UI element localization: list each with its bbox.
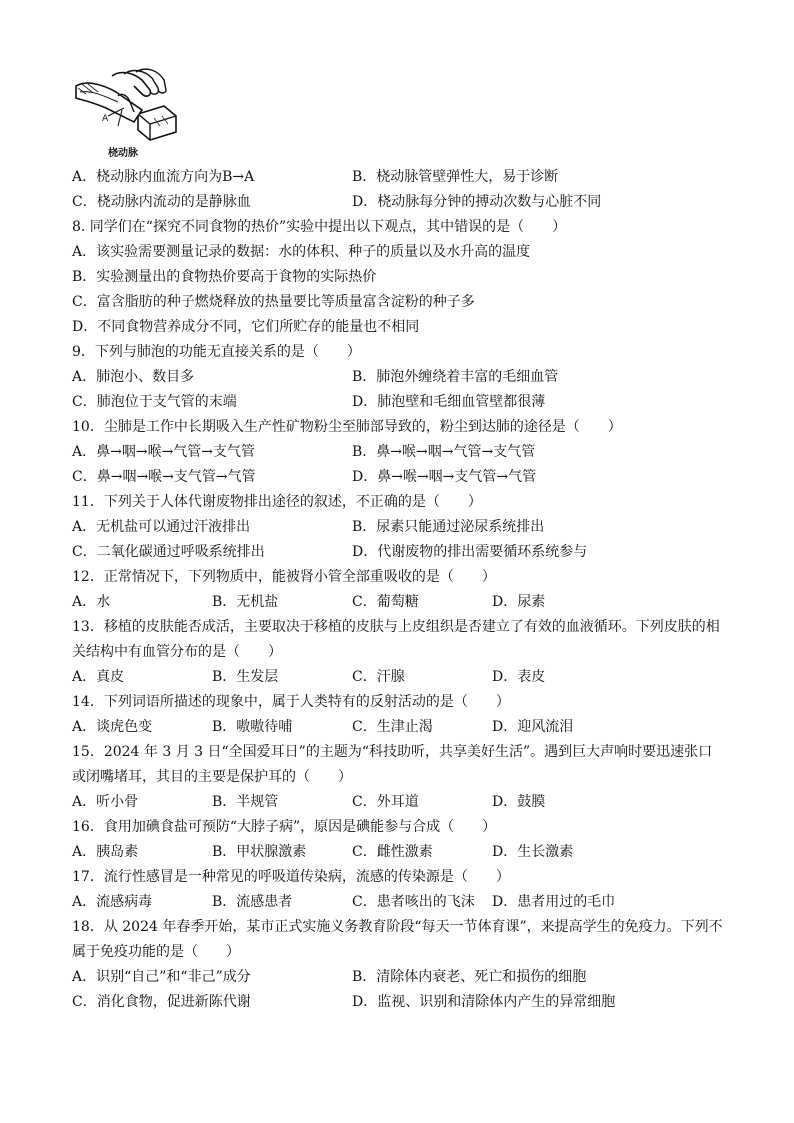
q16-option-d: D．生长激素 xyxy=(492,844,574,860)
q8-stem: 8. 同学们在“探究不同食物的热价”实验中提出以下观点，其中错误的是（ ） xyxy=(72,219,567,235)
q17-option-c: C．患者咳出的飞沫 xyxy=(352,894,475,910)
q9-stem: 9．下列与肺泡的功能无直接关系的是（ ） xyxy=(72,344,361,360)
q12-option-c: C．葡萄糖 xyxy=(352,594,419,610)
q15-option-c: C．外耳道 xyxy=(352,794,419,810)
q12-stem: 12．正常情况下，下列物质中，能被肾小管全部重吸收的是（ ） xyxy=(72,569,496,585)
q13-option-a: A．真皮 xyxy=(72,669,125,685)
q13-stem-line1: 13．移植的皮肤能否成活，主要取决于移植的皮肤与上皮组织是否建立了有效的血液循环。下列皮肤的相 xyxy=(72,619,720,635)
q7-option-d: D．桡动脉每分钟的搏动次数与心脏不同 xyxy=(352,194,602,210)
q15-option-a: A．听小骨 xyxy=(72,794,139,810)
q13-option-b: B．生发层 xyxy=(212,669,279,685)
q9-option-c: C．肺泡位于支气管的末端 xyxy=(72,394,237,410)
q15-option-b: B．半规管 xyxy=(212,794,279,810)
q9-option-b: B．肺泡外缠绕着丰富的毛细血管 xyxy=(352,369,559,385)
q15-stem-line2: 或闭嘴堵耳，其目的主要是保护耳的（ ） xyxy=(72,769,352,785)
q13-option-c: C．汗腺 xyxy=(352,669,405,685)
q7-option-b: B．桡动脉管壁弹性大，易于诊断 xyxy=(352,169,559,185)
q16-stem: 16．食用加碘食盐可预防“大脖子病”，原因是碘能参与合成（ ） xyxy=(72,819,497,835)
q10-stem: 10．尘肺是工作中长期吸入生产性矿物粉尘至肺部导致的，粉尘到达肺的途径是（ ） xyxy=(72,419,622,435)
q18-stem-line2: 属于免疫功能的是（ ） xyxy=(72,944,240,960)
q10-option-c: C．鼻→咽→喉→支气管→气管 xyxy=(72,469,256,485)
q18-stem-line1: 18．从 2024 年春季开始，某市正式实施义务教育阶段“每天一节体育课”，来提高学生的免疫力。下列不 xyxy=(72,919,723,935)
q10-option-d: D．鼻→喉→咽→支气管→气管 xyxy=(352,469,537,485)
q18-option-c: C．消化食物，促进新陈代谢 xyxy=(72,994,251,1010)
q18-option-a: A．识别“自己”和“非己”成分 xyxy=(72,969,251,985)
radial-artery-figure xyxy=(72,66,182,158)
q9-option-a: A．肺泡小、数目多 xyxy=(72,369,195,385)
q16-option-a: A．胰岛素 xyxy=(72,844,139,860)
q17-option-b: B．流感患者 xyxy=(212,894,293,910)
q13-option-d: D．表皮 xyxy=(492,669,546,685)
q10-option-a: A．鼻→咽→喉→气管→支气管 xyxy=(72,444,256,460)
figure-caption: 桡动脉 xyxy=(108,148,138,159)
q13-stem-line2: 关结构中有血管分布的是（ ） xyxy=(72,644,282,660)
q8-option-b: B．实验测量出的食物热价要高于食物的实际热价 xyxy=(72,269,377,285)
q12-option-a: A．水 xyxy=(72,594,111,610)
q17-option-a: A．流感病毒 xyxy=(72,894,153,910)
q7-option-a: A．桡动脉内血流方向为B→A xyxy=(72,169,255,185)
q8-option-d: D．不同食物营养成分不同，它们所贮存的能量也不相同 xyxy=(72,319,420,335)
q16-option-c: C．雌性激素 xyxy=(352,844,433,860)
q16-option-b: B．甲状腺激素 xyxy=(212,844,307,860)
q11-option-b: B．尿素只能通过泌尿系统排出 xyxy=(352,519,545,535)
q11-option-c: C．二氧化碳通过呼吸系统排出 xyxy=(72,544,265,560)
q11-option-a: A．无机盐可以通过汗液排出 xyxy=(72,519,251,535)
q14-option-a: A．谈虎色变 xyxy=(72,719,153,735)
q14-option-b: B．嗷嗷待哺 xyxy=(212,719,293,735)
q15-option-d: D．鼓膜 xyxy=(492,794,546,810)
q15-stem-line1: 15．2024 年 3 月 3 日“全国爱耳日”的主题为“科技助听，共享美好生活”。遇到巨大声响时要迅速张口 xyxy=(72,744,713,760)
q10-option-b: B．鼻→喉→咽→气管→支气管 xyxy=(352,444,536,460)
q17-option-d: D．患者用过的毛巾 xyxy=(492,894,616,910)
q14-option-c: C．生津止渴 xyxy=(352,719,433,735)
q17-stem: 17．流行性感冒是一种常见的呼吸道传染病，流感的传染源是（ ） xyxy=(72,869,510,885)
q9-option-d: D．肺泡壁和毛细血管壁都很薄 xyxy=(352,394,546,410)
q11-option-d: D．代谢废物的排出需要循环系统参与 xyxy=(352,544,588,560)
q12-option-b: B．无机盐 xyxy=(212,594,279,610)
figure-label-a: A xyxy=(102,114,109,124)
q11-stem: 11．下列关于人体代谢废物排出途径的叙述，不正确的是（ ） xyxy=(72,494,482,510)
q12-option-d: D．尿素 xyxy=(492,594,546,610)
q14-stem: 14．下列词语所描述的现象中，属于人类特有的反射活动的是（ ） xyxy=(72,694,510,710)
q14-option-d: D．迎风流泪 xyxy=(492,719,574,735)
q7-option-c: C．桡动脉内流动的是静脉血 xyxy=(72,194,251,210)
q18-option-b: B．清除体内衰老、死亡和损伤的细胞 xyxy=(352,969,587,985)
q8-option-c: C．富含脂肪的种子燃烧释放的热量要比等质量富含淀粉的种子多 xyxy=(72,294,475,310)
q18-option-d: D．监视、识别和清除体内产生的异常细胞 xyxy=(352,994,616,1010)
q8-option-a: A．该实验需要测量记录的数据：水的体积、种子的质量以及水升高的温度 xyxy=(72,244,531,260)
